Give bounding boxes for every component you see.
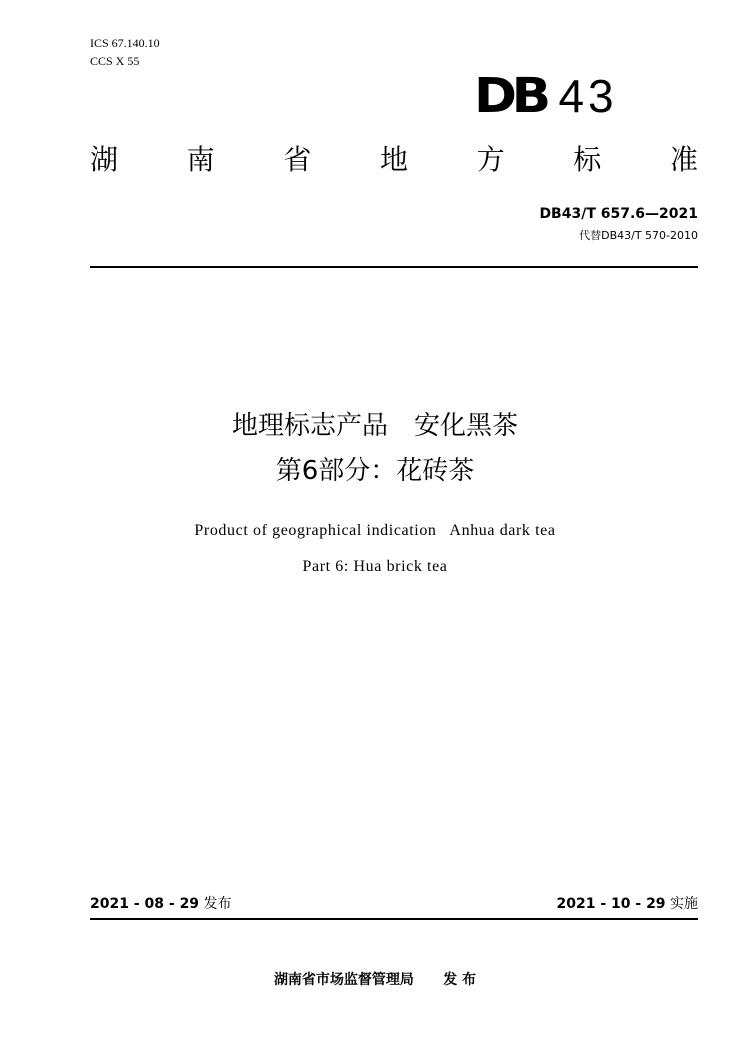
replaces-standard: 代替DB43/T 570-2010: [579, 229, 698, 242]
standard-title-char: 方: [476, 143, 505, 176]
publish-label: 发布: [203, 896, 232, 912]
standard-title-char: 标: [573, 143, 602, 176]
publish-date-row: [90, 895, 232, 913]
standard-type-title: [90, 140, 698, 180]
implement-date: 2021 - 10 - 29: [556, 896, 666, 912]
issuer-action: 发 布: [443, 972, 477, 988]
implement-date-row: [557, 895, 699, 913]
bottom-divider: [90, 918, 698, 920]
chinese-title-line-2: 第6部分：花砖茶: [275, 456, 475, 486]
standard-code: DB43/T 657.6—2021: [539, 206, 698, 222]
implement-label: 实施: [670, 896, 698, 912]
db-logo: [474, 70, 618, 122]
chinese-title-line-1: 地理标志产品 安化黑茶: [231, 411, 518, 441]
ics-code: ICS 67.140.10: [90, 36, 160, 50]
english-title-line-2: Part 6: Hua brick tea: [302, 558, 448, 575]
standard-title-char: 省: [283, 143, 312, 176]
english-title-line-1: Product of geographical indication Anhua dark tea: [194, 522, 556, 539]
standard-title-char: 地: [379, 143, 408, 176]
standard-title-char: 准: [669, 143, 698, 176]
standard-title-char: 湖: [90, 143, 119, 176]
db-logo-letters: DB: [474, 68, 546, 124]
standard-title-char: 南: [186, 143, 215, 176]
issuer-name: 湖南省市场监督管理局: [273, 972, 414, 988]
issuer-line: [0, 970, 750, 990]
db-logo-number: 43: [558, 70, 618, 122]
ccs-code: CCS X 55: [90, 54, 140, 68]
publish-date: 2021 - 08 - 29: [90, 896, 200, 912]
top-divider: [90, 266, 698, 268]
